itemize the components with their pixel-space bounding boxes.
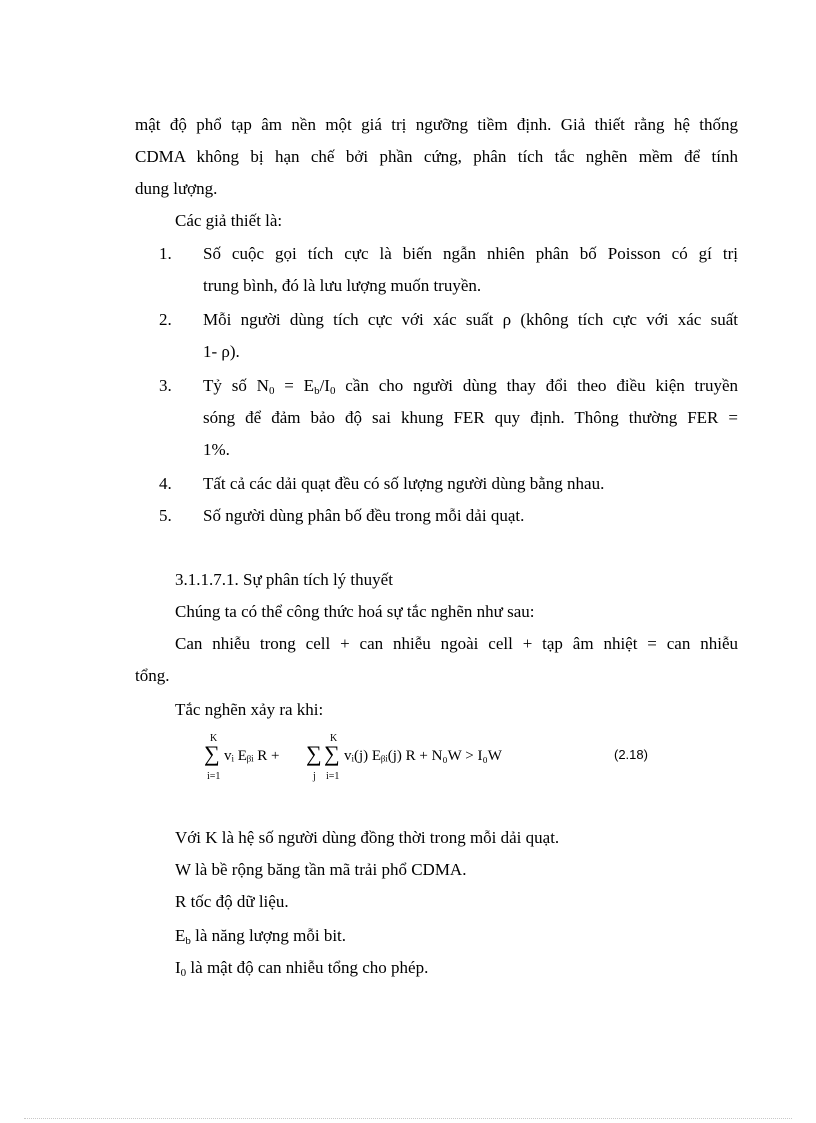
section-title: 3.1.1.7.1. Sự phân tích lý thuyết: [175, 570, 393, 589]
interference-line-1: Can nhiễu trong cell + can nhiễu ngoài cell + tạp âm nhiệt = can nhiễu: [175, 634, 738, 653]
formula-term-1: vᵢ Eᵦᵢ R +: [224, 748, 280, 764]
assumptions-heading: Các giả thiết là:: [175, 211, 283, 230]
sigma-symbol: ∑: [204, 741, 220, 766]
sum-index-j: j: [313, 771, 316, 782]
sum-lower-limit: i=1: [326, 771, 340, 782]
definition-r: R tốc độ dữ liệu.: [175, 892, 289, 911]
intro-line-3: dung lượng.: [135, 179, 218, 198]
list-item-number: 1.: [159, 244, 172, 263]
sum-lower-limit: i=1: [207, 771, 221, 782]
definition-i0: $I_0$ là mật độ can nhiễu tổng cho phép.: [175, 958, 429, 979]
congestion-formula: [204, 734, 664, 786]
list-item-1-line-1: Số cuộc gọi tích cực là biến ngẫn nhiên phân bố Poisson có gí trị: [203, 244, 738, 263]
sum-upper-limit: K: [330, 733, 338, 744]
list-item-number: 3.: [159, 376, 172, 395]
interference-line-2: tổng.: [135, 666, 170, 685]
formula-term-2: vᵢ(j) Eᵦᵢ(j) R + N₀W > I₀W: [344, 748, 502, 764]
list-item-4-line-1: Tất cả các dải quạt đều có số lượng người dùng bằng nhau.: [203, 474, 605, 493]
sigma-symbol: ∑: [324, 741, 340, 766]
formulate-line: Chúng ta có thể công thức hoá sự tắc nghẽn như sau:: [175, 602, 535, 621]
page-bottom-divider: [24, 1118, 792, 1119]
list-item-5-line-1: Số người dùng phân bố đều trong mỗi dải quạt.: [203, 506, 525, 525]
list-item-number: 2.: [159, 310, 172, 329]
list-item-2-line-2: 1- ρ).: [203, 342, 240, 361]
definition-eb: $E_b$ là năng lượng mỗi bit.: [175, 926, 347, 947]
equation-number: (2.18): [614, 747, 648, 762]
intro-line-2: CDMA không bị hạn chế bởi phần cứng, phân tích tắc nghẽn mềm để tính: [135, 147, 738, 166]
list-item-2-line-1: Mỗi người dùng tích cực với xác suất ρ (không tích cực với xác suất: [203, 310, 738, 329]
list-item-3-line-3: 1%.: [203, 440, 230, 459]
list-item-number: 5.: [159, 506, 172, 525]
intro-line-1: mật độ phổ tạp âm nền một giá trị ngưỡng tiềm định. Giả thiết rằng hệ thống: [135, 115, 738, 134]
list-item-3-line-2: sóng để đảm bảo độ sai khung FER quy định. Thông thường FER =: [203, 408, 738, 427]
list-item-number: 4.: [159, 474, 172, 493]
sigma-symbol: ∑: [306, 741, 322, 766]
definition-w: W là bề rộng băng tần mã trải phổ CDMA.: [175, 860, 467, 879]
sum-upper-limit: K: [210, 733, 218, 744]
list-item-1-line-2: trung bình, đó là lưu lượng muốn truyền.: [203, 276, 482, 295]
congestion-line: Tắc nghẽn xảy ra khi:: [175, 700, 324, 719]
definition-k: Với K là hệ số người dùng đồng thời trong mỗi dải quạt.: [175, 828, 560, 847]
list-item-3-line-1: Tỷ số $N_0 = E_b/I_0$ cần cho người dùng thay đổi theo điều kiện truyền: [203, 376, 738, 397]
